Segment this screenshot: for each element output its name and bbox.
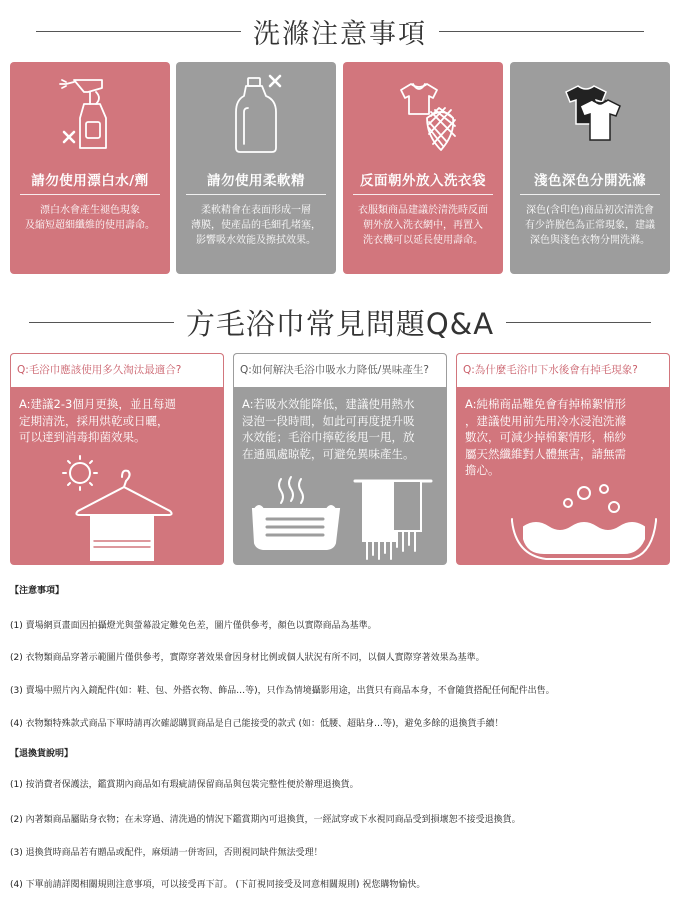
qa-answer: A:純棉商品難免會有掉棉絮情形 ，建議使用前先用冷水浸泡洗滌 數次，可減少掉棉絮情形，棉紗 屬天然纖維對人體無害，請無需 擔心。 — [465, 397, 627, 477]
care-card-title: 請勿使用柔軟精 — [207, 173, 305, 189]
title-divider-left — [29, 322, 174, 323]
care-card-title: 淺色深色分開洗滌 — [534, 173, 646, 189]
care-title-text: 洗滌注意事項 — [253, 18, 427, 50]
care-card-divider — [353, 194, 493, 195]
care-card-desc: 深色(含印色)商品初次清洗會 有少許脫色為正常現象，建議 深色與淺色衣物分開洗滌。 — [525, 205, 655, 246]
qa-answer: A:建議2-3個月更換，並且每週 定期清洗，採用烘乾或日曬， 可以達到消毒抑菌效果。 — [19, 397, 176, 444]
returns-item: (4) 下單前請詳閱相關規則注意事項，可以接受再下訂。 (下訂視同接受及同意相關規則) 祝您購物愉快。 — [10, 880, 426, 890]
care-section-title — [0, 14, 680, 48]
title-divider-right — [439, 31, 644, 32]
returns-item: (2) 內著類商品屬貼身衣物；在未穿過、清洗過的情況下鑑賞期內可退換貨，一經試穿或下水視同商品受到損壞恕不接受退換貨。 — [10, 815, 521, 825]
towel-rack-icon — [243, 467, 443, 563]
sun-hanger-icon — [50, 453, 190, 563]
care-card-divider — [520, 194, 660, 195]
returns-heading: 【退換貨說明】 — [10, 749, 74, 759]
spray-bottle-icon — [10, 62, 170, 162]
shirts-icon — [510, 62, 670, 162]
returns-item: (1) 按消費者保護法，鑑賞期內商品如有瑕疵請保留商品與包裝完整性便於辦理退換貨。 — [10, 780, 359, 790]
notes-item: (4) 衣物類特殊款式商品下單時請再次確認購買商品是自己能接受的款式 (如：低腰、超貼身…等)，避免多餘的退換貨手續！ — [10, 719, 504, 729]
laundry-net-icon — [343, 62, 503, 162]
qa-question: Q:為什麼毛浴巾下水後會有掉毛現象? — [456, 353, 670, 388]
qa-card-absorbency — [233, 353, 447, 565]
care-card-title: 請勿使用漂白水/劑 — [31, 173, 149, 189]
care-card-divider — [20, 194, 160, 195]
care-card-no-softener — [176, 62, 336, 274]
care-card-no-bleach — [10, 62, 170, 274]
notes-item: (2) 衣物類商品穿著示範圖片僅供參考，實際穿著效果會因身材比例或個人狀況有所不同，以個人實際穿著效果為基準。 — [10, 653, 485, 663]
soak-basin-icon — [506, 483, 666, 563]
qa-question: Q:如何解決毛浴巾吸水力降低/異味產生? — [233, 353, 447, 388]
title-divider-right — [506, 322, 651, 323]
qa-title-text: 方毛浴巾常見問題Q&A — [185, 306, 495, 341]
qa-card-replace — [10, 353, 224, 565]
returns-item: (3) 退換貨時商品若有贈品或配件，麻煩請一併寄回，否則視同缺件無法受理！ — [10, 848, 323, 858]
care-card-laundry-bag — [343, 62, 503, 274]
care-card-desc: 柔軟精會在表面形成一層 薄膜，使產品的毛細孔堵塞， 影響吸水效能及擦拭效果。 — [191, 205, 321, 246]
care-card-desc: 漂白水會產生褪色現象 及縮短超細纖維的使用壽命。 — [25, 205, 155, 231]
care-card-title: 反面朝外放入洗衣袋 — [360, 173, 486, 189]
notes-item: (3) 賣場中照片內入鏡配件(如：鞋、包、外搭衣物、飾品…等)，只作為情境攝影用途，出貨只有商品本身，不會隨貨搭配任何配件出售。 — [10, 686, 555, 696]
care-card-divider — [186, 194, 326, 195]
notes-item: (1) 賣場網頁畫面因拍攝燈光與螢幕設定難免色差，圖片僅供參考，顏色以實際商品為基準。 — [10, 621, 377, 631]
care-card-desc: 衣服類商品建議於清洗時反面 朝外放入洗衣網中，再置入 洗衣機可以延長使用壽命。 — [358, 205, 488, 246]
care-card-separate-colors — [510, 62, 670, 274]
qa-question: Q:毛浴巾應該使用多久淘汰最適合? — [10, 353, 224, 388]
softener-bottle-icon — [176, 62, 336, 162]
notes-heading: 【注意事項】 — [10, 586, 65, 596]
qa-section-title — [0, 300, 680, 344]
title-divider-left — [36, 31, 241, 32]
qa-answer: A:若吸水效能降低，建議使用熱水 浸泡一段時間，如此可再度提升吸 水效能；毛浴巾擰乾後甩一甩，放 在通風處晾乾，可避免異味產生。 — [242, 397, 415, 461]
qa-card-shedding — [456, 353, 670, 565]
